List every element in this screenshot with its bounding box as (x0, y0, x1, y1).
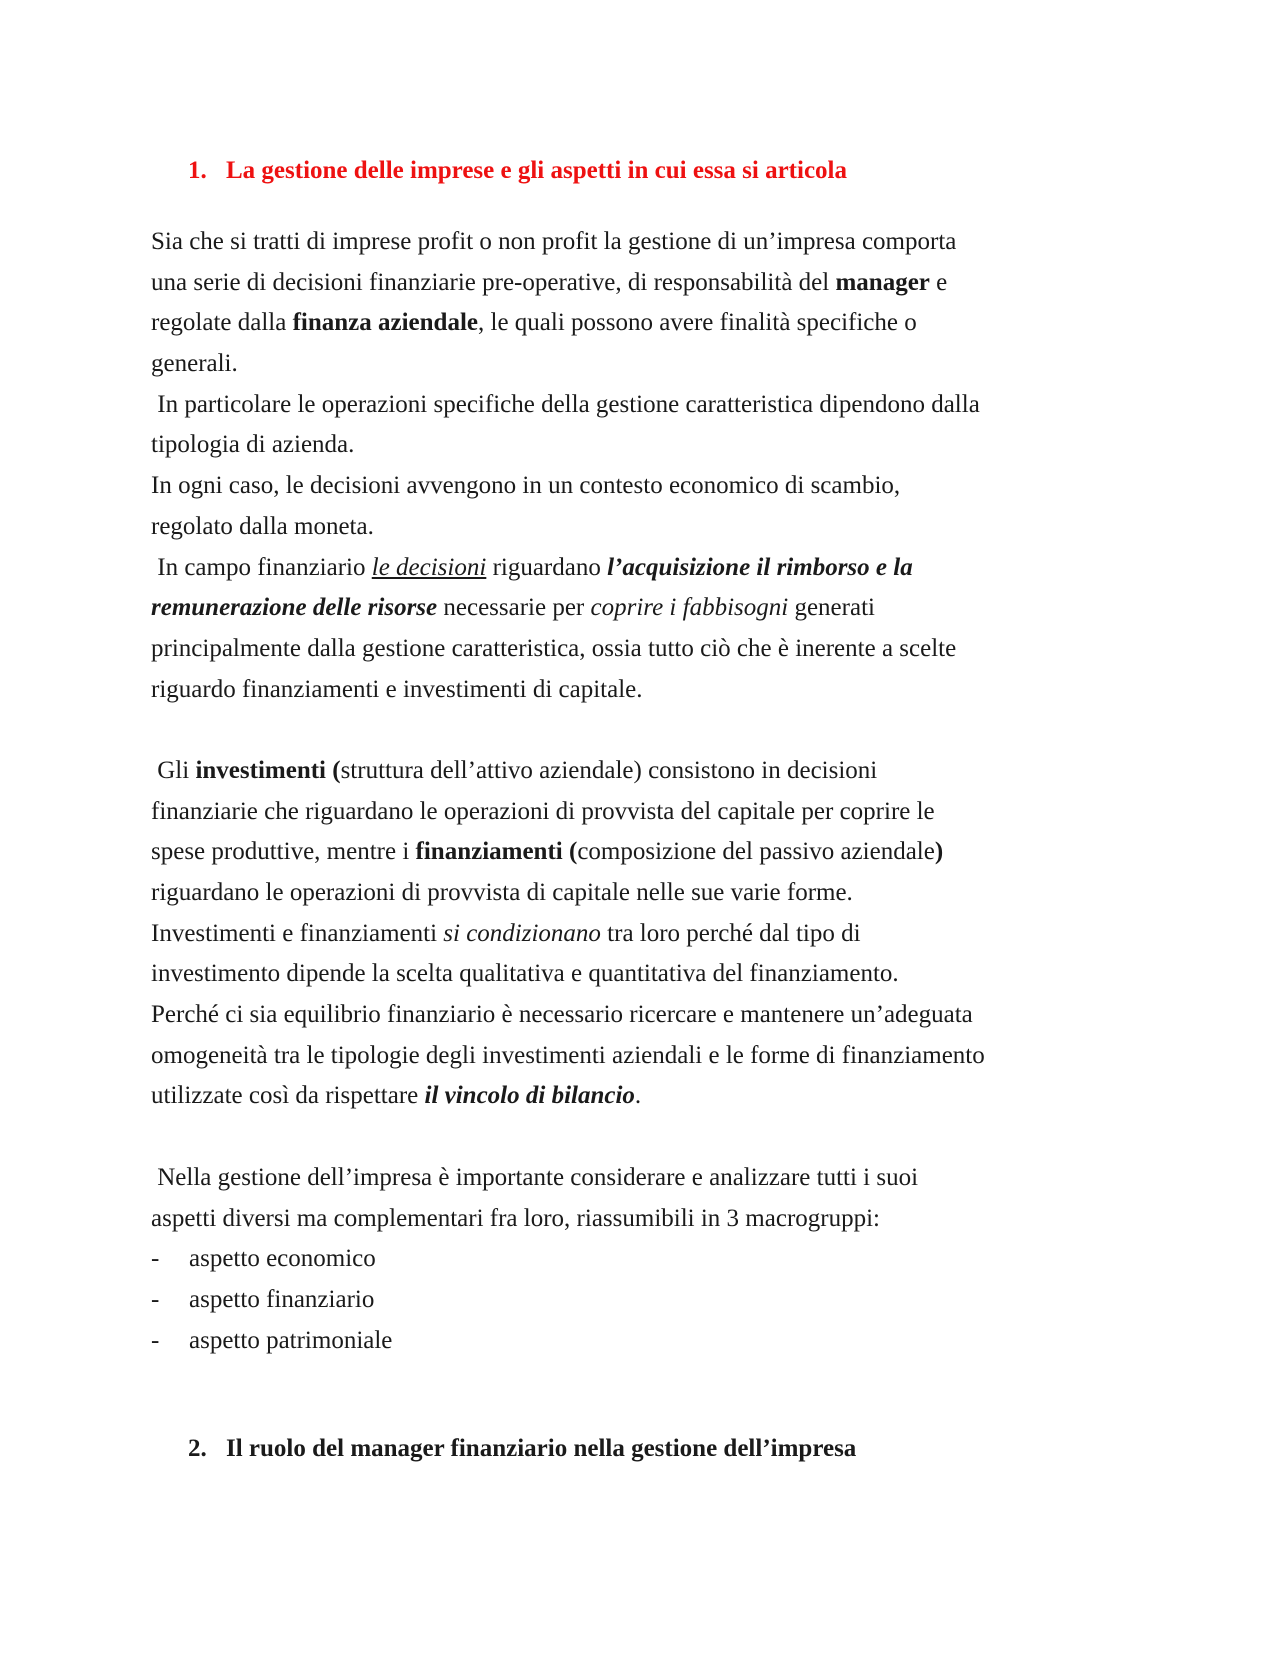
p1-line-2-a: una serie di decisioni finanziarie pre-operative, di responsabilità del (151, 268, 836, 296)
section-1-number: 1. (188, 157, 207, 184)
p1-line-12: riguardo finanziamenti e investimenti di capitale. (151, 675, 643, 703)
section-2-heading (188, 1433, 856, 1465)
p3-line-2: aspetti diversi ma complementari fra loro, riassumibili in 3 macrogruppi: (151, 1204, 880, 1232)
list-item-text: aspetto finanziario (189, 1285, 375, 1313)
p2-line-6: investimento dipende la scelta qualitativa e quantitativa del finanziamento. (151, 960, 899, 988)
p1-line-10-b: necessarie per (437, 594, 591, 622)
p2-line-2: finanziarie che riguardano le operazioni di provvista del capitale per coprire le (151, 797, 935, 825)
p2-line-1-c: struttura dell’attivo aziendale) consistono in decisioni (340, 756, 878, 784)
list-item (151, 1280, 1151, 1321)
p2-line-3-d: ) (934, 838, 944, 866)
p1-line-10 (151, 588, 1151, 629)
p1-line-1: Sia che si tratti di imprese profit o non profit la gestione di un’impresa comporta (151, 228, 957, 255)
le-decisioni-term: le decisioni (371, 553, 487, 581)
manager-term: manager (835, 268, 930, 296)
body-text (151, 222, 1151, 1361)
list-dash: - (151, 1285, 160, 1313)
investimenti-term: investimenti ( (195, 756, 341, 784)
p2-line-5-c: tra loro perché dal tipo di (600, 919, 861, 947)
p2-line-8: omogeneità tra le tipologie degli investimenti aziendali e le forme di finanziamento (151, 1041, 985, 1069)
p1-line-4: generali. (151, 350, 238, 378)
p2-line-9-c: . (634, 1082, 642, 1110)
list-item-text: aspetto patrimoniale (189, 1326, 393, 1354)
finanza-aziendale-term: finanza aziendale (292, 309, 479, 337)
p1-line-6: tipologia di azienda. (151, 431, 355, 459)
p1-line-9-a: In campo finanziario (151, 553, 372, 581)
p2-line-3 (151, 832, 1151, 873)
section-1-title: La gestione delle imprese e gli aspetti in cui essa si articola (226, 157, 847, 184)
p2-line-3-c: composizione del passivo aziendale (577, 838, 935, 866)
p1-line-9 (151, 548, 1151, 589)
fabbisogni-term: coprire i fabbisogni (590, 594, 789, 622)
p1-line-3 (151, 303, 1151, 344)
section-2-number: 2. (188, 1435, 207, 1462)
p2-line-1-a: Gli (151, 756, 196, 784)
finanziamenti-term: finanziamenti ( (415, 838, 578, 866)
p1-line-7: In ogni caso, le decisioni avvengono in un contesto economico di scambio, (151, 472, 901, 500)
list-dash: - (151, 1245, 160, 1273)
vincolo-di-bilancio-term: il vincolo di bilancio (424, 1082, 635, 1110)
si-condizionano-term: si condizionano (443, 919, 601, 947)
section-1-heading (188, 155, 847, 187)
remunerazione-term: remunerazione delle risorse (151, 594, 438, 622)
p2-line-7: Perché ci sia equilibrio finanziario è necessario ricercare e mantenere un’adeguata (151, 1001, 973, 1029)
p2-line-9-a: utilizzate così da rispettare (151, 1082, 425, 1110)
section-2-title: Il ruolo del manager finanziario nella gestione dell’impresa (226, 1435, 857, 1462)
p2-line-1 (151, 751, 1151, 792)
list-item-text: aspetto economico (189, 1245, 376, 1273)
p1-line-5: In particolare le operazioni specifiche della gestione caratteristica dipendono dalla (151, 390, 980, 418)
p1-line-9-c: riguardano (486, 553, 608, 581)
p1-line-8: regolato dalla moneta. (151, 512, 374, 540)
paragraph-gap (151, 710, 1151, 751)
acquisizione-term: l’acquisizione il rimborso e la (607, 553, 913, 581)
p1-line-10-d: generati (788, 594, 875, 622)
p1-line-11: principalmente dalla gestione caratteristica, ossia tutto ciò che è inerente a scelte (151, 634, 957, 662)
list-dash: - (151, 1326, 160, 1354)
p1-line-2 (151, 263, 1151, 304)
p3-line-1: Nella gestione dell’impresa è importante considerare e analizzare tutti i suoi (151, 1163, 919, 1191)
p1-line-2-c: e (929, 268, 948, 296)
p1-line-3-c: , le quali possono avere finalità specifiche o (478, 309, 917, 337)
p1-line-3-a: regolate dalla (151, 309, 293, 337)
p2-line-5 (151, 914, 1151, 955)
list-item (151, 1239, 1151, 1280)
list-item (151, 1321, 1151, 1362)
paragraph-gap (151, 1117, 1151, 1158)
p2-line-5-a: Investimenti e finanziamenti (151, 919, 444, 947)
p2-line-4: riguardano le operazioni di provvista di capitale nelle sue varie forme. (151, 879, 853, 906)
p2-line-9 (151, 1076, 1151, 1117)
p2-line-3-a: spese produttive, mentre i (151, 838, 416, 866)
